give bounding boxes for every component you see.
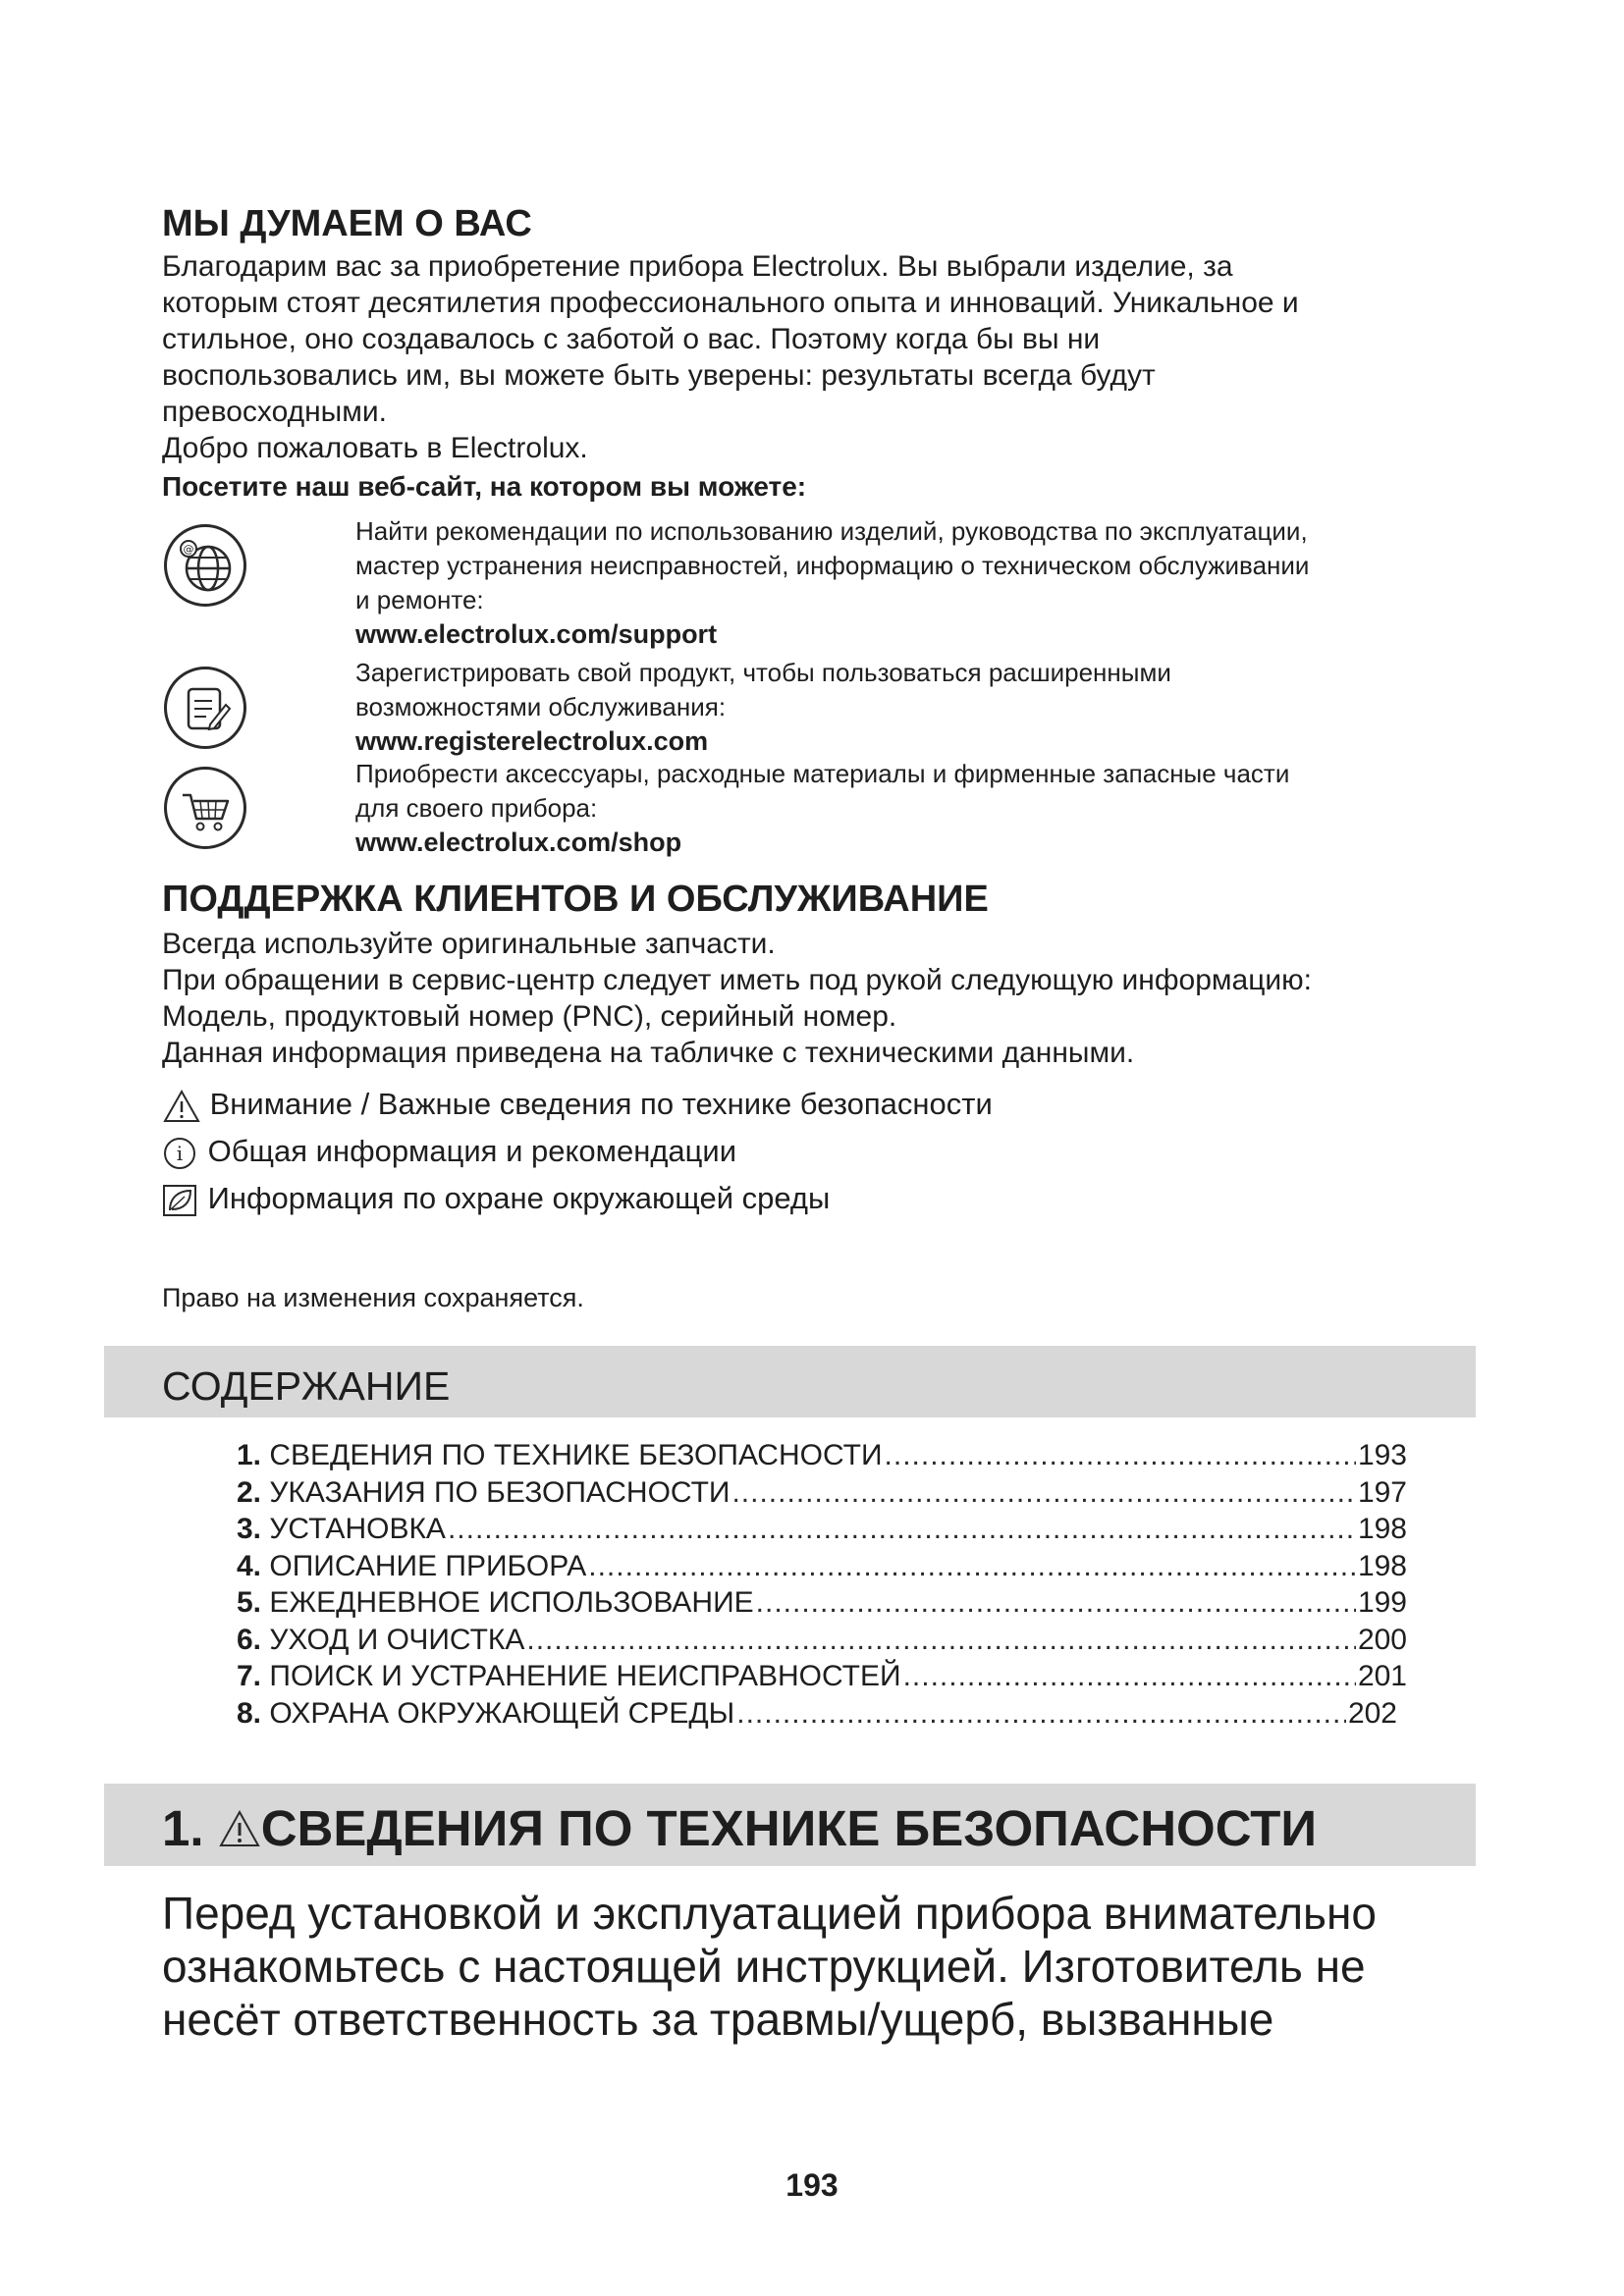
visit-title: Посетите наш веб-сайт, на котором вы можете:	[162, 471, 807, 502]
legend-warning: Внимание / Важные сведения по технике безопасности	[162, 1085, 993, 1124]
toc-item[interactable]: 6. УХОД И ОЧИСТКА ..... 200	[237, 1622, 1407, 1659]
shop-link[interactable]: www.electrolux.com/shop	[355, 828, 682, 857]
web-item-shop: Приобрести аксессуары, расходные материалы и фирменные запасные части для своего прибора: www.electrolux.com/shop	[355, 757, 1289, 860]
register-link[interactable]: www.registerelectrolux.com	[355, 726, 709, 756]
register-document-icon	[164, 667, 246, 749]
warning-icon	[162, 1089, 201, 1124]
support-link[interactable]: www.electrolux.com/support	[355, 619, 718, 649]
toc-item[interactable]: 4. ОПИСАНИЕ ПРИБОРА ..... 198	[237, 1548, 1407, 1585]
toc-item[interactable]: 7. ПОИСК И УСТРАНЕНИЕ НЕИСПРАВНОСТЕЙ ..... 201	[237, 1658, 1407, 1695]
support-text: Всегда используйте оригинальные запчасти. При обращении в сервис-центр следует иметь под рукой следующую информацию: Модель, продуктовый номер (PNC), серийный номер. Данная информация приведена на табличке с техническими данными.	[162, 928, 1312, 1069]
section1-header-band	[104, 1784, 1476, 1866]
support-title: ПОДДЕРЖКА КЛИЕНТОВ И ОБСЛУЖИВАНИЕ	[162, 879, 989, 920]
svg-text:i: i	[176, 1141, 184, 1165]
leaf-icon	[160, 1183, 199, 1218]
contents-title: СОДЕРЖАНИЕ	[162, 1363, 451, 1409]
welcome-text: Благодарим вас за приобретение прибора Electrolux. Вы выбрали изделие, за которым стоят десятилетия профессионального опыта и инноваций. Уникальное и стильное, оно создавалось с заботой о вас. Поэтому когда бы вы ни воспользовались им, вы можете быть уверены: результаты всегда будут превосходными. Добро пожаловать в Electrolux.	[162, 250, 1299, 464]
shopping-cart-icon	[164, 767, 246, 849]
toc-item[interactable]: 1. СВЕДЕНИЯ ПО ТЕХНИКЕ БЕЗОПАСНОСТИ ..... 193	[237, 1437, 1407, 1474]
section1-heading: 1. СВЕДЕНИЯ ПО ТЕХНИКЕ БЕЗОПАСНОСТИ	[162, 1800, 1318, 1856]
welcome-title: МЫ ДУМАЕМ О ВАС	[162, 203, 532, 244]
toc-item[interactable]: 3. УСТАНОВКА ..... 198	[237, 1511, 1407, 1548]
toc-item[interactable]: 5. ЕЖЕДНЕВНОЕ ИСПОЛЬЗОВАНИЕ ..... 199	[237, 1584, 1407, 1622]
page-number: 193	[785, 2167, 839, 2203]
info-icon	[160, 1136, 199, 1171]
section1-intro: Перед установкой и эксплуатацией прибора внимательно ознакомьтесь с настоящей инструкцией. Изготовитель не несёт ответственность за травмы/ущерб, вызванные	[162, 1888, 1377, 2045]
toc-item[interactable]: 8. ОХРАНА ОКРУЖАЮЩЕЙ СРЕДЫ ..... 202	[237, 1695, 1397, 1733]
globe-icon	[164, 524, 246, 607]
web-item-support: Найти рекомендации по использованию изделий, руководства по эксплуатации, мастер устранения неисправностей, информацию о техническом обслуживании и ремонте: www.electrolux.com/support	[355, 514, 1309, 652]
table-of-contents	[237, 1437, 1407, 1732]
toc-item[interactable]: 2. УКАЗАНИЯ ПО БЕЗОПАСНОСТИ ..... 197	[237, 1474, 1407, 1512]
legend-info: i Общая информация и рекомендации	[160, 1132, 736, 1171]
warning-icon	[218, 1804, 261, 1845]
legend-environment: Информация по охране окружающей среды	[160, 1179, 830, 1218]
rights-note: Право на изменения сохраняется.	[162, 1283, 584, 1312]
web-item-register: Зарегистрировать свой продукт, чтобы пользоваться расширенными возможностями обслуживания: www.registerelectrolux.com	[355, 656, 1171, 759]
contents-header-band	[104, 1346, 1476, 1417]
svg-text:@: @	[183, 543, 194, 556]
